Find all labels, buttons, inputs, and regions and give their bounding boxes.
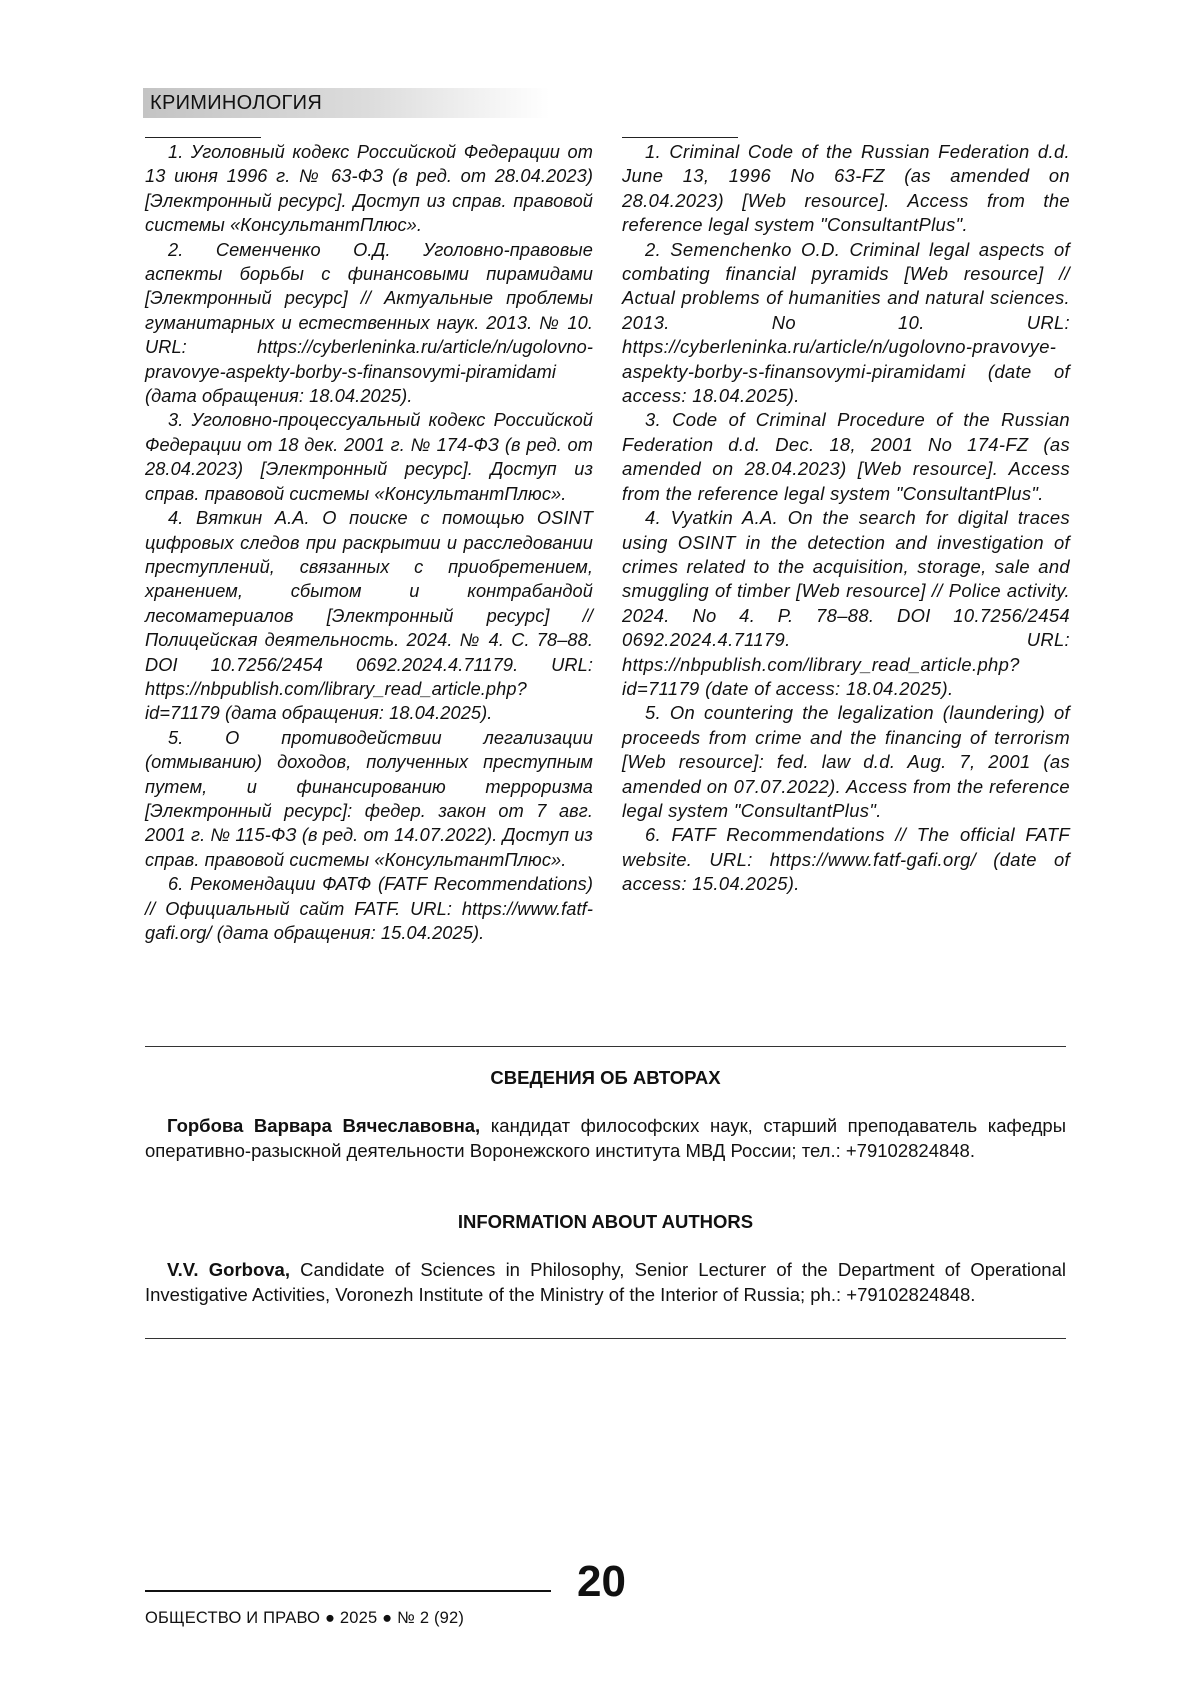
page-number: 20 xyxy=(577,1558,626,1606)
author-bio-en xyxy=(145,1258,1066,1307)
authors-heading-ru: СВЕДЕНИЯ ОБ АВТОРАХ xyxy=(145,1066,1066,1090)
reference-item: 1. Уголовный кодекс Российской Федерации от 13 июня 1996 г. № 63-ФЗ (в ред. от 28.04.2023) [Электронный ресурс]. Доступ из справ. правовой системы «КонсультантПлюс». xyxy=(145,140,593,238)
author-details-ru: кандидат философских наук, старший преподаватель кафедры оперативно-разыскной деятельности Воронежского института МВД России; тел.: +79102824848. xyxy=(145,1115,1066,1161)
author-bio-ru xyxy=(145,1114,1066,1163)
footer-rule xyxy=(145,1590,551,1592)
reference-item: 5. On countering the legalization (laundering) of proceeds from crime and the financing of terrorism [Web resource]: fed. law d.d. Aug. 7, 2001 (as amended on 07.07.2022). Access from the reference legal system "ConsultantPlus". xyxy=(622,701,1070,823)
authors-heading-en: INFORMATION ABOUT AUTHORS xyxy=(145,1210,1066,1234)
reference-item: 3. Уголовно-процессуальный кодекс Российской Федерации от 18 дек. 2001 г. № 174-ФЗ (в ред. от 28.04.2023) [Электронный ресурс]. Доступ из справ. правовой системы «КонсультантПлюс». xyxy=(145,408,593,506)
references-rule xyxy=(622,137,738,138)
section-header xyxy=(143,88,550,118)
reference-item: 2. Семенченко О.Д. Уголовно-правовые аспекты борьбы с финансовыми пирамидами [Электронный ресурс] // Актуальные проблемы гуманитарных и естественных наук. 2013. № 10. URL: https://cyberleninka.ru/article/n/ugolovno-pravovye-aspekty-borby-s-finansovymi-piramidami (дата обращения: 18.04.2025). xyxy=(145,238,593,409)
author-name-en: V.V. Gorbova, xyxy=(167,1259,290,1280)
reference-item: 1. Criminal Code of the Russian Federation d.d. June 13, 1996 No 63-FZ (as amended on 28.04.2023) [Web resource]. Access from the reference legal system "ConsultantPlus". xyxy=(622,140,1070,238)
reference-list-ru xyxy=(145,140,593,945)
authors-bottom-divider xyxy=(145,1338,1066,1339)
authors-info-ru xyxy=(145,1066,1066,1163)
reference-list-en xyxy=(622,140,1070,897)
authors-top-divider xyxy=(145,1046,1066,1047)
author-name-ru: Горбова Варвара Вячеславовна, xyxy=(167,1115,480,1136)
journal-issue: ОБЩЕСТВО И ПРАВО ● 2025 ● № 2 (92) xyxy=(145,1608,464,1628)
reference-item: 4. Вяткин А.А. О поиске с помощью OSINT цифровых следов при раскрытии и расследовании преступлений, связанных с приобретением, хранением, сбытом и контрабандой лесоматериалов [Электронный ресурс] // Полицейская деятельность. 2024. № 4. С. 78–88. DOI 10.7256/2454 0692.2024.4.71179. URL: https://nbpublish.com/library_read_article.php?id=71179 (дата обращения: 18.04.2025). xyxy=(145,506,593,726)
reference-item: 6. FATF Recommendations // The official FATF website. URL: https://www.fatf-gafi.org/ (date of access: 15.04.2025). xyxy=(622,823,1070,896)
reference-item: 3. Code of Criminal Procedure of the Russian Federation d.d. Dec. 18, 2001 No 174-FZ (as amended on 28.04.2023) [Web resource]. Access from the reference legal system "ConsultantPlus". xyxy=(622,408,1070,506)
reference-item: 4. Vyatkin A.A. On the search for digital traces using OSINT in the detection and investigation of crimes related to the acquisition, storage, sale and smuggling of timber [Web resource] // Police activity. 2024. No 4. P. 78–88. DOI 10.7256/2454 0692.2024.4.71179. URL: https://nbpublish.com/library_read_article.php?id=71179 (date of access: 18.04.2025). xyxy=(622,506,1070,701)
authors-info-en xyxy=(145,1210,1066,1307)
reference-item: 5. О противодействии легализации (отмыванию) доходов, полученных преступным путем, и финансированию терроризма [Электронный ресурс]: федер. закон от 7 авг. 2001 г. № 115-ФЗ (в ред. от 14.07.2022). Доступ из справ. правовой системы «КонсультантПлюс». xyxy=(145,726,593,872)
author-details-en: Candidate of Sciences in Philosophy, Senior Lecturer of the Department of Operational Investigative Activities, Voronezh Institute of the Ministry of the Interior of Russia; ph.: +79102824848. xyxy=(145,1259,1066,1305)
references-rule xyxy=(145,137,261,138)
reference-item: 6. Рекомендации ФАТФ (FATF Recommendations) // Официальный сайт FATF. URL: https://www.fatf-gafi.org/ (дата обращения: 15.04.2025). xyxy=(145,872,593,945)
references-english xyxy=(622,137,1070,897)
section-title: КРИМИНОЛОГИЯ xyxy=(150,92,322,114)
references-russian xyxy=(145,137,593,945)
reference-item: 2. Semenchenko O.D. Criminal legal aspects of combating financial pyramids [Web resource] // Actual problems of humanities and natural sciences. 2013. No 10. URL: https://cyberleninka.ru/article/n/ugolovno-pravovye-aspekty-borby-s-finansovymi-piramidami (date of access: 18.04.2025). xyxy=(622,238,1070,409)
